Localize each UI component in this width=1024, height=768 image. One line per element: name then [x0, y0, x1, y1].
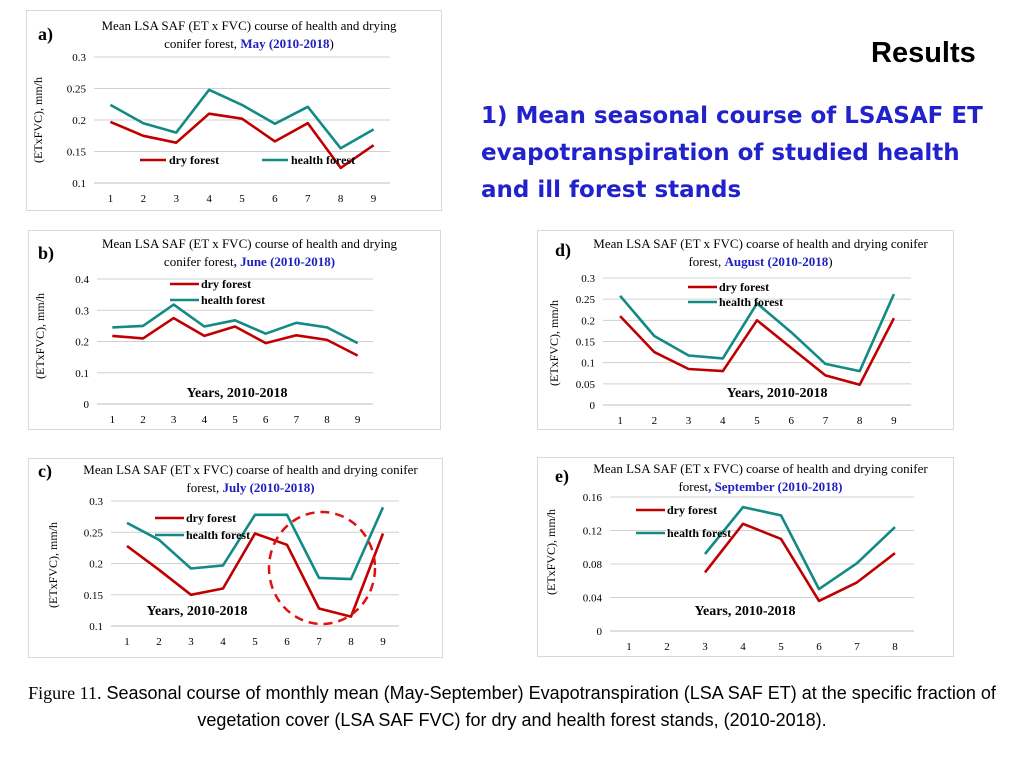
results-heading: Results: [871, 37, 976, 69]
x-tick-label: 7: [305, 193, 311, 205]
x-tick-label: 3: [702, 641, 708, 653]
chart-title-end: ): [828, 254, 833, 269]
x-tick-label: 1: [617, 415, 623, 427]
x-tick-label: 6: [284, 636, 290, 648]
y-tick-label: 0.2: [72, 115, 86, 127]
series-line-dry-forest: [705, 524, 895, 601]
y-tick-label: 0.1: [581, 357, 595, 370]
x-tick-label: 6: [272, 193, 278, 205]
x-tick-label: 7: [822, 415, 829, 427]
section-heading: 1) Mean seasonal course of LSASAF ET evapotranspiration of studied health and ill forest stands: [481, 103, 983, 203]
y-tick-label: 0.15: [66, 146, 86, 159]
y-tick-label: 0.04: [582, 592, 602, 605]
x-tick-label: 7: [293, 414, 300, 426]
panel-label: e): [555, 466, 569, 486]
x-axis-label: Years, 2010-2018: [146, 604, 248, 619]
chart-title-period: May (2010-2018: [240, 36, 330, 51]
y-tick-label: 0.3: [75, 305, 89, 318]
y-axis-label: (ETxFVC), mm/h: [544, 509, 558, 595]
x-tick-label: 3: [173, 193, 179, 205]
x-tick-label: 1: [124, 636, 130, 648]
chart-title-period: , September (2010-2018): [708, 479, 843, 494]
x-tick-label: 9: [354, 414, 361, 426]
chart-title-text: Mean LSA SAF (ET x FVC) coarse of health and drying conifer forest: [593, 461, 928, 494]
y-tick-label: 0.16: [582, 492, 602, 504]
series-line-dry-forest: [112, 318, 357, 356]
x-tick-label: 5: [232, 414, 238, 426]
y-tick-label: 0.1: [75, 367, 89, 380]
y-tick-label: 0.3: [72, 52, 86, 64]
y-tick-label: 0.2: [581, 315, 595, 328]
x-axis-label: Years, 2010-2018: [186, 386, 288, 401]
x-tick-label: 7: [854, 641, 860, 653]
x-tick-label: 2: [664, 641, 670, 653]
x-tick-label: 5: [252, 636, 258, 648]
y-tick-label: 0.25: [575, 294, 595, 307]
x-tick-label: 1: [107, 193, 114, 205]
x-tick-label: 3: [188, 636, 194, 648]
x-tick-label: 2: [156, 636, 162, 648]
legend-label: health forest: [719, 295, 784, 309]
figure-label: Figure 11.: [28, 683, 102, 703]
y-tick-label: 0: [596, 626, 602, 638]
y-tick-label: 0.1: [89, 621, 103, 633]
chart-title-text: Mean LSA SAF (ET x FVC) coarse of health and drying conifer forest,: [593, 236, 928, 269]
panel-label: b): [38, 243, 55, 263]
legend-label: dry forest: [201, 277, 252, 291]
chart-title-text: Mean LSA SAF (ET x FVC) coarse of health and drying conifer forest,: [83, 462, 418, 495]
x-tick-label: 8: [348, 636, 354, 648]
x-tick-label: 4: [740, 641, 746, 653]
y-tick-label: 0.2: [89, 558, 103, 571]
x-tick-label: 2: [140, 414, 146, 426]
y-tick-label: 0.25: [83, 527, 103, 540]
x-tick-label: 5: [778, 641, 784, 653]
y-tick-label: 0.12: [582, 525, 602, 538]
x-tick-label: 3: [170, 414, 177, 426]
y-tick-label: 0.05: [575, 378, 595, 391]
x-tick-label: 8: [856, 415, 863, 427]
x-tick-label: 4: [220, 636, 226, 648]
y-tick-label: 0.15: [83, 589, 103, 602]
series-line-health-forest: [705, 507, 895, 589]
x-tick-label: 8: [324, 414, 330, 426]
x-tick-label: 7: [316, 636, 322, 648]
x-tick-label: 9: [380, 636, 386, 648]
y-tick-label: 0.15: [575, 336, 595, 349]
x-tick-label: 4: [206, 193, 212, 205]
chart-title-text: Mean LSA SAF (ET x FVC) course of health and drying conifer forest: [101, 236, 398, 269]
x-tick-label: 8: [892, 641, 898, 653]
x-tick-label: 9: [370, 193, 377, 205]
y-tick-label: 0.25: [66, 83, 86, 96]
series-line-dry-forest: [620, 316, 894, 385]
x-tick-label: 4: [201, 414, 208, 426]
legend-label: health forest: [201, 293, 266, 307]
legend-label: dry forest: [667, 503, 718, 517]
x-tick-label: 1: [626, 641, 632, 653]
y-tick-label: 0.2: [75, 336, 89, 349]
legend-label: health forest: [186, 528, 251, 542]
y-tick-label: 0: [83, 399, 89, 411]
legend-label: health forest: [291, 153, 356, 167]
panel-label: d): [555, 240, 572, 260]
legend-label: dry forest: [169, 153, 220, 167]
y-tick-label: 0.1: [72, 178, 86, 190]
x-tick-label: 2: [140, 193, 147, 205]
x-axis-label: Years, 2010-2018: [694, 604, 796, 619]
x-tick-label: 2: [651, 415, 658, 427]
x-tick-label: 6: [816, 641, 822, 653]
x-tick-label: 8: [337, 193, 344, 205]
y-tick-label: 0: [589, 400, 595, 412]
y-axis-label: (ETxFVC), mm/h: [33, 293, 47, 379]
y-tick-label: 0.3: [581, 273, 595, 285]
x-tick-label: 6: [262, 414, 269, 426]
y-tick-label: 0.3: [89, 496, 103, 508]
y-tick-label: 0.4: [75, 274, 89, 286]
caption-text: Seasonal course of monthly mean (May-September) Evapotranspiration (LSA SAF ET) at the specific fraction of vegetation cover (LSA SAF FVC) for dry and health forest stands, (2010-2018).: [101, 683, 996, 730]
highlight-circle: [269, 512, 375, 624]
y-axis-label: (ETxFVC), mm/h: [46, 522, 60, 608]
chart-title-period: August (2010-2018: [724, 254, 829, 269]
chart-title-period: , June (2010-2018): [233, 254, 336, 269]
chart-title-text: Mean LSA SAF (ET x FVC) course of health and drying conifer forest,: [101, 18, 397, 51]
panel-label: a): [38, 24, 53, 44]
x-tick-label: 1: [109, 414, 116, 426]
x-tick-label: 4: [720, 415, 726, 427]
legend-label: dry forest: [719, 280, 770, 294]
y-tick-label: 0.08: [582, 559, 602, 571]
legend-label: dry forest: [186, 511, 237, 525]
chart-title-period: July (2010-2018): [222, 480, 315, 495]
y-axis-label: (ETxFVC), mm/h: [31, 77, 45, 163]
panel-label: c): [38, 461, 52, 481]
chart-title-end: ): [329, 36, 334, 51]
y-axis-label: (ETxFVC), mm/h: [547, 300, 561, 386]
x-tick-label: 5: [239, 193, 245, 205]
x-tick-label: 3: [685, 415, 692, 427]
x-tick-label: 6: [788, 415, 794, 427]
x-tick-label: 5: [754, 415, 760, 427]
x-tick-label: 9: [891, 415, 897, 427]
x-axis-label: Years, 2010-2018: [726, 386, 828, 401]
legend-label: health forest: [667, 526, 732, 540]
